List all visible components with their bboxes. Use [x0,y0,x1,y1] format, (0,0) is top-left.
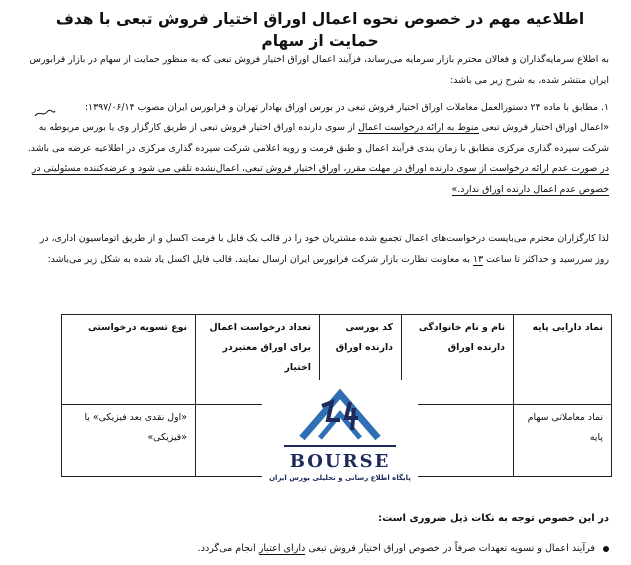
intro-paragraph: به اطلاع سرمایه‌گذاران و فعالان محترم بازار سرمایه می‌رساند، فرآیند اعمال اوراق اختیار فروش تبعی که به منظور حمایت از سهام در بازار فرابورس ایران منتشر شده، به شرح زیر می باشد: [29,54,609,86]
bullet-text [198,543,595,554]
list-item [198,543,609,554]
header-settlement-type: نوع تسویه درخواستی [62,315,196,405]
bullet-text-2: انجام می‌گردد. [197,543,259,554]
bullet-underlined: دارای اعتبار [258,543,306,554]
quote-text-2: از سوی دارنده اوراق اختیار فروش تبعی از طریق کارگزار وی یا بورس مربوطه به شرکت سپرده گذاری مرکزی مطابق با زمان بندی فرآیند اعمال و طبق فرمت و رویه اعلامی شرکت سپرده گذاری مرکزی در اطلاعیه عرضه می باشد. [27,122,609,154]
request-text-2: به معاونت نظارت بازار شرکت فرابورس ایران ارسال نمایند. قالب فایل اکسل یاد شده به شکل زیر می‌باشد: [47,253,473,265]
header-underlying-symbol: نماد دارایی پایه [514,315,612,405]
handwritten-mark [34,109,56,118]
document-title: اطلاعیه مهم در خصوص نحوه اعمال اوراق اختیار فروش تبعی با هدف حمایت از سهام [55,10,585,50]
logo-wordmark: BOURSE [289,451,391,472]
header-exercise-count: تعداد درخواست اعمال برای اوراق معتبردر اختیار [196,315,320,405]
bourse24-logo [262,380,418,490]
request-text-1: لذا کارگزاران محترم می‌بایست درخواست‌های اعمال تجمیع شده مشتریان خود را در قالب یک فایل با فرمت اکسل و از طریق اتوماسیون اداری، در روز سررسید و حداکثر تا ساعت [39,233,609,265]
logo-tagline: پایگاه اطلاع رسانی و تحلیلی بورس ایران [269,474,411,482]
cell-settlement-type: «اول نقدی بعد فیزیکی» یا «فیزیکی» [62,405,196,477]
bullet-text-1: فرآیند اعمال و تسویه تعهدات صرفاً در خصوص اوراق اختیار فروش تبعی [305,543,595,554]
cell-holder-name [402,405,514,477]
broker-request-paragraph [24,229,609,270]
cell-underlying-symbol: نماد معاملاتی سهام پایه [514,405,612,477]
regulation-quote [24,118,609,200]
header-holder-name: نام و نام خانوادگی دارنده اوراق [402,315,514,405]
item-1-heading: ۱. مطابق با ماده ۲۴ دستورالعمل معاملات اوراق اختیار فروش تبعی در بورس اوراق بهادار تهران و فرابورس ایران مصوب ۱۳۹۷/۰۶/۱۴: [84,102,609,113]
quote-underlined-1: منوط به ارائه درخواست اعمال [358,122,479,133]
logo-emblem [262,380,418,452]
notes-heading: در این خصوص توجه به نکات ذیل ضروری است: [378,513,609,524]
bullet-icon [603,546,609,552]
deadline-hour: ۱۳ [473,253,484,265]
quote-text-1: «اعمال اوراق اختیار فروش تبعی [478,122,609,133]
quote-underlined-2: در صورت عدم ارائه درخواست از سوی دارنده اوراق در مهلت مقرر، اوراق اختیار فروش تبعی، اعمال‌نشده تلقی می شود و عرضه‌کننده مسئولیتی در خصوص عدم اعمال دارنده اوراق ندارد.» [31,163,609,195]
header-holder-code: کد بورسی دارنده اوراق [320,315,402,405]
